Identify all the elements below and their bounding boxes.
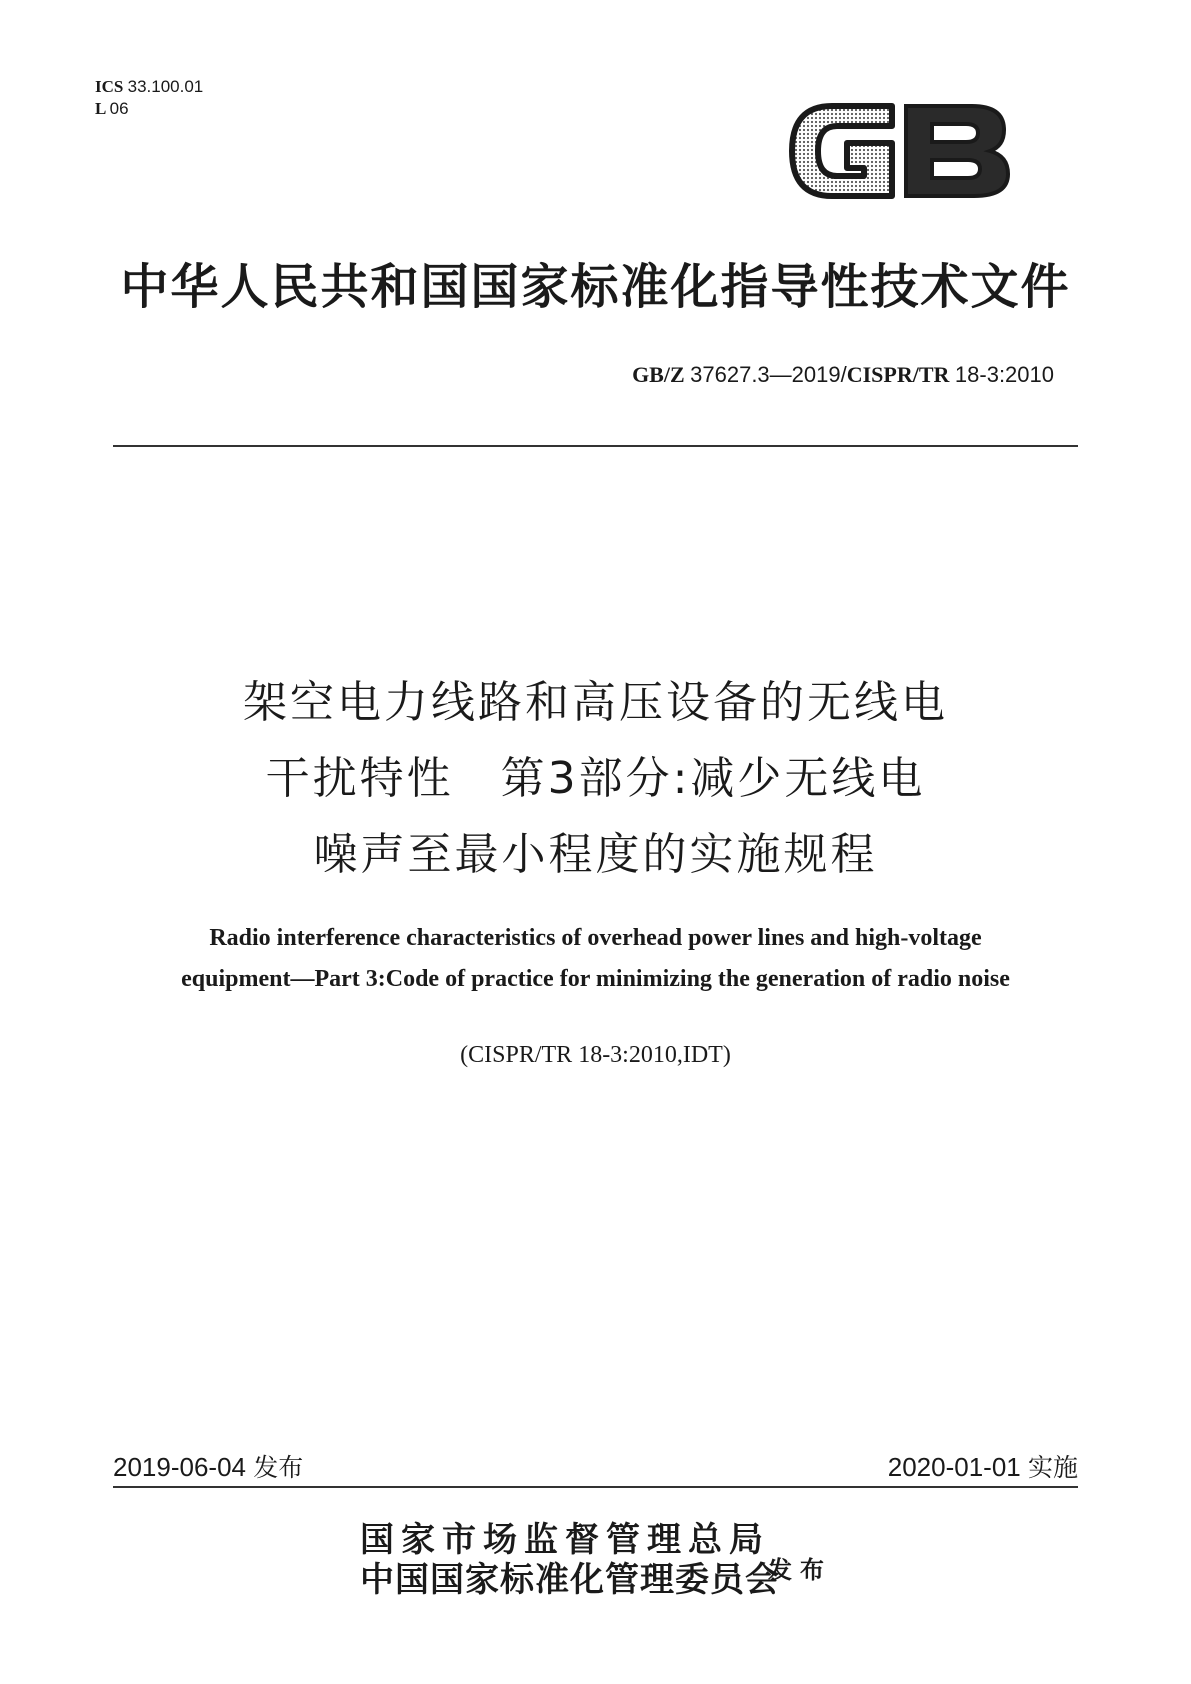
footer-divider (113, 1486, 1078, 1488)
chinese-title-line: 干扰特性 第3部分:减少无线电 (265, 753, 926, 804)
publish-label: 发布 (768, 1556, 832, 1584)
english-title-line: equipment—Part 3:Code of practice for minimizing the generation of radio noise (181, 966, 1010, 992)
chinese-title-line: 架空电力线路和高压设备的无线电 (243, 677, 948, 728)
gb-logo-icon (782, 88, 1018, 214)
ccs-line (95, 98, 203, 120)
implementation-date (888, 1448, 1078, 1484)
issue-label: 发布 (253, 1453, 304, 1482)
standard-number-value: 37627.3—2019/ (690, 362, 847, 387)
ics-code: 33.100.01 (127, 77, 204, 96)
ccs-label: L (95, 99, 106, 118)
issuer-samr: 国家市场监督管理总局 (360, 1520, 770, 1560)
issue-date (113, 1448, 303, 1484)
standard-number (632, 362, 1054, 388)
equivalent-prefix: CISPR/TR (846, 362, 950, 387)
issue-date-value: 2019-06-04 (113, 1452, 246, 1482)
chinese-title-line: 噪声至最小程度的实施规程 (313, 829, 878, 880)
ccs-code: 06 (109, 99, 129, 118)
implement-label: 实施 (1027, 1453, 1078, 1482)
national-document-title: 中华人民共和国国家标准化指导性技术文件 (120, 259, 1071, 315)
classification-codes (95, 76, 203, 120)
implement-date-value: 2020-01-01 (887, 1452, 1021, 1482)
english-title (0, 918, 1191, 1000)
english-title-line: Radio interference characteristics of overhead power lines and high-voltage (209, 925, 982, 951)
chinese-title (0, 665, 1191, 893)
ics-label: ICS (95, 77, 124, 96)
standard-prefix: GB/Z (632, 362, 685, 387)
issuer-sac: 中国国家标准化管理委员会 (360, 1560, 780, 1600)
ics-line (95, 76, 203, 98)
issuing-authorities (360, 1520, 780, 1600)
header-divider (113, 445, 1078, 447)
equivalent-number: 18-3:2010 (954, 362, 1054, 387)
adoption-note: (CISPR/TR 18-3:2010,IDT) (460, 1042, 731, 1068)
